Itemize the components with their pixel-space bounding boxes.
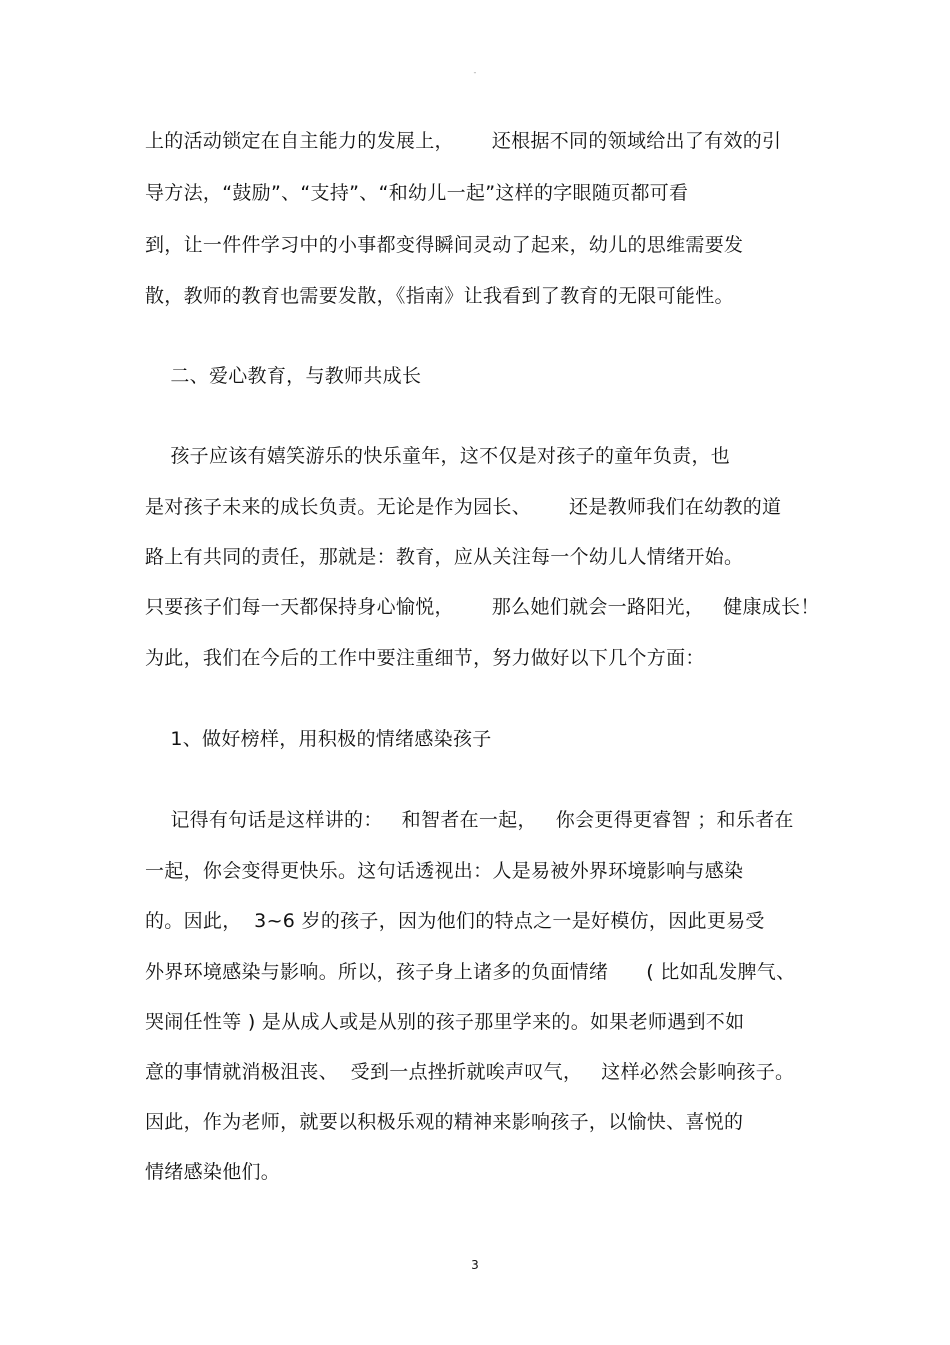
- text-line: 为此，我们在今后的工作中要注重细节，努力做好以下几个方面：: [145, 647, 705, 669]
- text-line: 是对孩子未来的成长负责。无论是作为园长、 还是教师我们在幼教的道: [145, 496, 782, 518]
- text-line: 一起，你会变得更快乐。这句话透视出：人是易被外界环境影响与感染: [145, 860, 744, 882]
- text-line: 因此，作为老师，就要以积极乐观的精神来影响孩子，以愉快、喜悦的: [145, 1111, 744, 1133]
- text-line: 意的事情就消极沮丧、 受到一点挫折就唉声叹气， 这样必然会影响孩子。: [145, 1061, 795, 1083]
- text-line: 散，教师的教育也需要发散，《指南》让我看到了教育的无限可能性。: [145, 285, 734, 307]
- text-line: 只要孩子们每一天都保持身心愉悦， 那么她们就会一路阳光， 健康成长！: [145, 596, 820, 618]
- text-line: 哭闹任性等 ) 是从成人或是从别的孩子那里学来的。如果老师遇到不如: [145, 1011, 745, 1033]
- section-heading: 二、爱心教育，与教师共成长: [145, 365, 422, 387]
- text-line: 外界环境感染与影响。所以，孩子身上诸多的负面情绪 ( 比如乱发脾气、: [145, 961, 796, 983]
- text-line: 路上有共同的责任，那就是：教育，应从关注每一个幼儿人情绪开始。: [145, 546, 744, 568]
- text-line: 记得有句话是这样讲的： 和智者在一起， 你会更得更睿智 ；和乐者在: [145, 809, 794, 831]
- text-line: 孩子应该有嬉笑游乐的快乐童年，这不仅是对孩子的童年负责，也: [145, 445, 731, 467]
- text-line: 导方法，“鼓励”、“支持”、“和幼儿一起”这样的字眼随页都可看: [145, 182, 689, 204]
- subsection-heading: 1、做好榜样，用积极的情绪感染孩子: [145, 728, 492, 750]
- text-line: 情绪感染他们。: [145, 1161, 281, 1183]
- page-number: 3: [471, 1258, 479, 1272]
- text-line: 到，让一件件学习中的小事都变得瞬间灵动了起来，幼儿的思维需要发: [145, 234, 744, 256]
- text-line: 的。因此， 3~6 岁的孩子，因为他们的特点之一是好模仿，因此更易受: [145, 910, 765, 932]
- text-line: 上的活动锁定在自主能力的发展上， 还根据不同的领域给出了有效的引: [145, 130, 782, 152]
- header-mark: -: [473, 68, 477, 77]
